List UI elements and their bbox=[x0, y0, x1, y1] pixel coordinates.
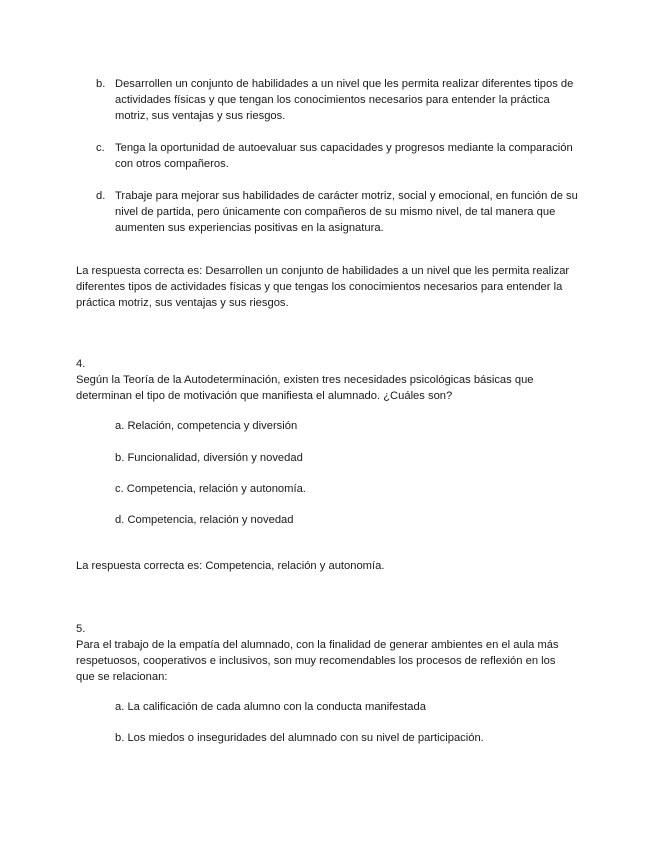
option-letter: b. bbox=[96, 78, 106, 90]
q3-option-b bbox=[96, 76, 586, 140]
option-text: Desarrollen un conjunto de habilidades a un nivel que les permita realizar diferentes tipos de actividades físicas y que tengan los conocimientos necesarios para entender la práctica motriz, sus ventajas y sus riesgos. bbox=[115, 78, 574, 122]
option-text: Trabaje para mejorar sus habilidades de carácter motriz, social y emocional, en función de su nivel de partida, pero únicamente con compañeros de su mismo nivel, de tal manera que aumenten sus experiencias positivas en la asignatura. bbox=[115, 190, 578, 234]
option-text: Tenga la oportunidad de autoevaluar sus capacidades y progresos mediante la comparación con otros compañeros. bbox=[115, 142, 573, 170]
q5-option-a: a. La calificación de cada alumno con la conducta manifestada bbox=[115, 701, 426, 713]
q4-option-c: c. Competencia, relación y autonomía. bbox=[115, 483, 306, 495]
q3-option-d bbox=[96, 188, 586, 236]
q4-option-b: b. Funcionalidad, diversión y novedad bbox=[115, 452, 303, 464]
q4-answer: La respuesta correcta es: Competencia, relación y autonomía. bbox=[76, 560, 385, 572]
q4-question: Según la Teoría de la Autodeterminación, existen tres necesidades psicológicas básicas que determinan el tipo de motivación que manifiesta el alumnado. ¿Cuáles son? bbox=[76, 374, 534, 402]
q5-option-b: b. Los miedos o inseguridades del alumnado con su nivel de participación. bbox=[115, 732, 484, 744]
q4-option-d: d. Competencia, relación y novedad bbox=[115, 514, 294, 526]
q3-options bbox=[96, 76, 586, 236]
q3-option-c bbox=[96, 140, 586, 188]
q3-answer: La respuesta correcta es: Desarrollen un conjunto de habilidades a un nivel que les permita realizar diferentes tipos de actividades físicas y que tengas los conocimientos necesarios para entender la práctica motriz, sus ventajas y sus riesgos. bbox=[76, 265, 570, 309]
option-letter: d. bbox=[96, 190, 106, 202]
q4-option-a: a. Relación, competencia y diversión bbox=[115, 420, 298, 432]
q4-number: 4. bbox=[76, 358, 86, 370]
q5-number: 5. bbox=[76, 623, 86, 635]
option-letter: c. bbox=[96, 142, 105, 154]
q5-question: Para el trabajo de la empatía del alumnado, con la finalidad de generar ambientes en el aula más respetuosos, cooperativos e inclusivos, son muy recomendables los procesos de reflexión en los que se relacionan: bbox=[76, 639, 559, 683]
